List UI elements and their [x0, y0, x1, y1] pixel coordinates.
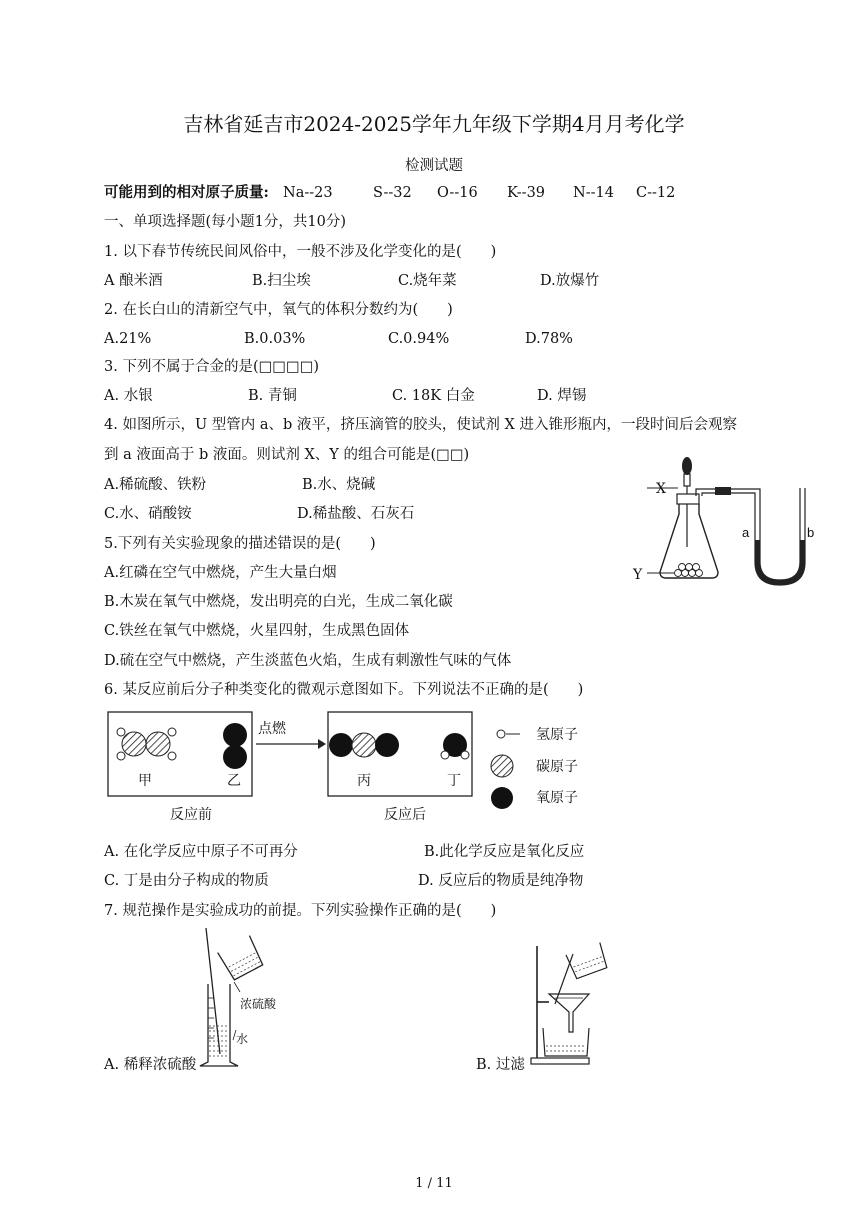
option-a: A. 稀释浓硫酸	[104, 1057, 197, 1073]
section-heading: 一、单项选择题(每小题1分，共10分)	[104, 214, 346, 230]
label-water: 水	[236, 1032, 249, 1046]
arrow-label: 点燃	[258, 721, 286, 737]
option-a: A.红磷在空气中燃烧，产生大量白烟	[104, 565, 337, 581]
atomic-mass-item: N--14	[573, 185, 614, 201]
option-c: C.水、硝酸铵	[104, 506, 192, 522]
legend-carbon: 碳原子	[536, 759, 578, 775]
option-d: D.硫在空气中燃烧，产生淡蓝色火焰，生成有刺激性气味的气体	[104, 653, 512, 669]
option-a: A. 在化学反应中原子不可再分	[104, 844, 298, 860]
option-a: A.稀硫酸、铁粉	[104, 477, 207, 493]
option-d: D.稀盐酸、石灰石	[297, 506, 415, 522]
label-bing: 丙	[357, 773, 371, 789]
atomic-mass-item: O--16	[437, 185, 478, 201]
question-stem: 6. 某反应前后分子种类变化的微观示意图如下。下列说法不正确的是( )	[104, 682, 584, 698]
option-c: C. 18K 白金	[392, 388, 475, 404]
option-b: B.0.03%	[244, 331, 306, 347]
option-a: A. 水银	[104, 388, 153, 404]
filtration-figure	[525, 940, 625, 1070]
option-b: B.木炭在氧气中燃烧，发出明亮的白光，生成二氧化碳	[104, 594, 453, 610]
option-b: B. 过滤	[476, 1057, 525, 1073]
option-d: D.78%	[525, 331, 573, 347]
option-c: C. 丁是由分子构成的物质	[104, 873, 269, 889]
question-stem: 到 a 液面高于 b 液面。则试剂 X、Y 的组合可能是(□□)	[104, 447, 470, 463]
page-number: 1 / 11	[415, 1176, 453, 1191]
label-acid: 浓硫酸	[240, 997, 277, 1011]
label-ding: 丁	[447, 773, 461, 789]
question-stem: 1. 以下春节传统民间风俗中，一般不涉及化学变化的是( )	[104, 244, 497, 260]
legend-hydrogen: 氢原子	[536, 727, 578, 743]
question-stem: 2. 在长白山的清新空气中，氧气的体积分数约为( )	[104, 302, 453, 318]
atomic-mass-item: S--32	[373, 185, 412, 201]
option-b: B.扫尘埃	[252, 273, 311, 289]
option-a: A.21%	[104, 331, 152, 347]
option-b: B.此化学反应是氧化反应	[424, 844, 585, 860]
option-d: D. 反应后的物质是纯净物	[418, 873, 584, 889]
option-d: D.放爆竹	[540, 273, 600, 289]
option-b: B. 青铜	[248, 388, 297, 404]
label-a: a	[742, 525, 750, 540]
label-after: 反应后	[384, 807, 426, 823]
option-c: C.0.94%	[388, 331, 450, 347]
label-before: 反应前	[170, 807, 212, 823]
label-b: b	[807, 525, 815, 540]
question-stem: 7. 规范操作是实验成功的前提。下列实验操作正确的是( )	[104, 903, 497, 919]
atomic-mass-item: K--39	[507, 185, 546, 201]
option-c: C.烧年菜	[398, 273, 457, 289]
label-y: Y	[633, 567, 643, 583]
option-d: D. 焊锡	[537, 388, 587, 404]
option-a: A 酿米酒	[104, 273, 163, 289]
question-stem: 3. 下列不属于合金的是(□□□□)	[104, 359, 320, 375]
legend-oxygen: 氧原子	[536, 790, 578, 806]
atomic-mass-label: 可能用到的相对原子质量:	[104, 184, 269, 201]
exam-subtitle: 检测试题	[405, 158, 463, 174]
atomic-mass-item: Na--23	[283, 185, 333, 201]
question-stem: 5.下列有关实验现象的描述错误的是( )	[104, 536, 376, 552]
flask-utube-figure	[630, 452, 830, 587]
option-b: B.水、烧碱	[302, 477, 376, 493]
question-stem: 4. 如图所示，U 型管内 a、b 液平，挤压滴管的胶头，使试剂 X 进入锥形瓶内，一段时间后会观察	[104, 417, 737, 433]
option-c: C.铁丝在氧气中燃烧，火星四射，生成黑色固体	[104, 623, 410, 639]
label-x: X	[656, 481, 666, 497]
label-yi: 乙	[227, 773, 241, 789]
exam-title: 吉林省延吉市2024-2025学年九年级下学期4月月考化学	[183, 112, 685, 136]
atomic-mass-item: C--12	[636, 185, 676, 201]
label-jia: 甲	[138, 773, 152, 789]
